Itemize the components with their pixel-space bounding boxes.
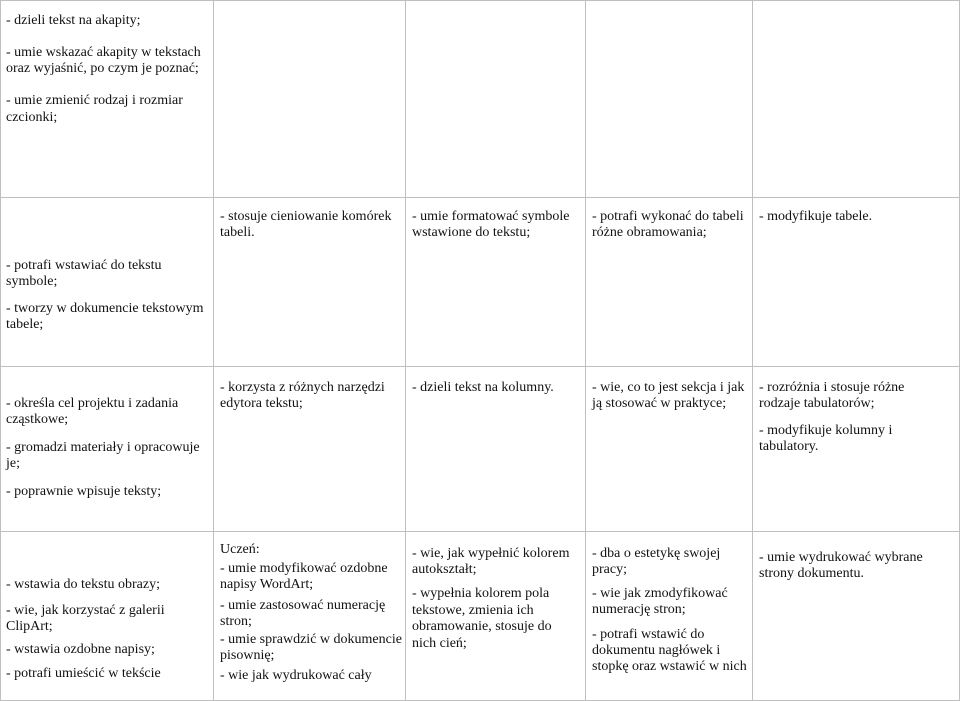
cell-text-line: tabele; — [6, 317, 44, 332]
cell-text-line: dokumentu nagłówek i — [592, 643, 721, 658]
cell-text-line: stopkę oraz wstawić w nich — [592, 659, 747, 674]
cell-text-line: - poprawnie wpisuje teksty; — [6, 484, 162, 499]
cell-text-line: - umie zmienić rodzaj i rozmiar — [6, 93, 183, 108]
cell-text-line: - potrafi wykonać do tabeli — [592, 209, 744, 224]
cell-text-line: - potrafi umieścić w tekście — [6, 666, 161, 681]
cell-text-line: numerację stron; — [592, 602, 686, 617]
table-cell — [213, 0, 406, 198]
cell-text-line: - wie, jak wypełnić kolorem — [412, 546, 570, 561]
cell-text-line: symbole; — [6, 274, 58, 289]
cell-text-line: napisy WordArt; — [220, 577, 314, 592]
cell-text-line: różne obramowania; — [592, 225, 707, 240]
table-cell — [585, 0, 753, 198]
cell-text-line: rodzaje tabulatorów; — [759, 396, 875, 411]
cell-text-line: - umie formatować symbole — [412, 209, 570, 224]
cell-text-line: - modyfikuje kolumny i — [759, 423, 893, 438]
cell-text-line: - wie jak zmodyfikować — [592, 586, 728, 601]
cell-text-line: - określa cel projektu i zadania — [6, 396, 179, 411]
cell-text-line: - potrafi wstawiać do tekstu — [6, 258, 162, 273]
cell-text-line: Uczeń: — [220, 542, 260, 557]
cell-text-line: strony dokumentu. — [759, 566, 864, 581]
cell-text-line: - stosuje cieniowanie komórek — [220, 209, 392, 224]
cell-text-line: cząstkowe; — [6, 412, 69, 427]
cell-text-line: tabulatory. — [759, 439, 819, 454]
cell-text-line: ClipArt; — [6, 619, 53, 634]
cell-text-line: tekstowe, zmienia ich — [412, 603, 534, 618]
cell-text-line: wstawione do tekstu; — [412, 225, 531, 240]
cell-text-line: - modyfikuje tabele. — [759, 209, 873, 224]
cell-text-line: pisownię; — [220, 648, 275, 663]
cell-text-line: - umie sprawdzić w dokumencie — [220, 632, 402, 647]
cell-text-line: - dzieli tekst na kolumny. — [412, 380, 554, 395]
cell-text-line: nich cień; — [412, 636, 467, 651]
cell-text-line: - wypełnia kolorem pola — [412, 586, 550, 601]
cell-text-line: - korzysta z różnych narzędzi — [220, 380, 385, 395]
cell-text-line: - umie wskazać akapity w tekstach — [6, 45, 201, 60]
cell-text-line: autokształt; — [412, 562, 477, 577]
cell-text-line: - wie, jak korzystać z galerii — [6, 603, 165, 618]
cell-text-line: tabeli. — [220, 225, 255, 240]
cell-text-line: edytora tekstu; — [220, 396, 303, 411]
cell-text-line: - umie zastosować numerację — [220, 598, 386, 613]
cell-text-line: - wie jak wydrukować cały — [220, 668, 372, 683]
table-cell — [752, 0, 960, 198]
cell-text-line: ją stosować w praktyce; — [592, 396, 727, 411]
table-cell — [405, 0, 586, 198]
cell-text-line: oraz wyjaśnić, po czym je poznać; — [6, 61, 199, 76]
cell-text-line: obramowanie, stosuje do — [412, 619, 552, 634]
cell-text-line: stron; — [220, 614, 252, 629]
cell-text-line: - umie modyfikować ozdobne — [220, 561, 388, 576]
cell-text-line: - dzieli tekst na akapity; — [6, 13, 141, 28]
cell-text-line: czcionki; — [6, 110, 58, 125]
cell-text-line: - potrafi wstawić do — [592, 627, 705, 642]
cell-text-line: - wstawia do tekstu obrazy; — [6, 577, 160, 592]
cell-text-line: - gromadzi materiały i opracowuje — [6, 440, 200, 455]
cell-text-line: - wie, co to jest sekcja i jak — [592, 380, 745, 395]
cell-text-line: pracy; — [592, 562, 627, 577]
cell-text-line: je; — [6, 456, 20, 471]
cell-text-line: - wstawia ozdobne napisy; — [6, 642, 155, 657]
cell-text-line: - dba o estetykę swojej — [592, 546, 721, 561]
cell-text-line: - tworzy w dokumencie tekstowym — [6, 301, 204, 316]
cell-text-line: - umie wydrukować wybrane — [759, 550, 923, 565]
cell-text-line: - rozróżnia i stosuje różne — [759, 380, 905, 395]
